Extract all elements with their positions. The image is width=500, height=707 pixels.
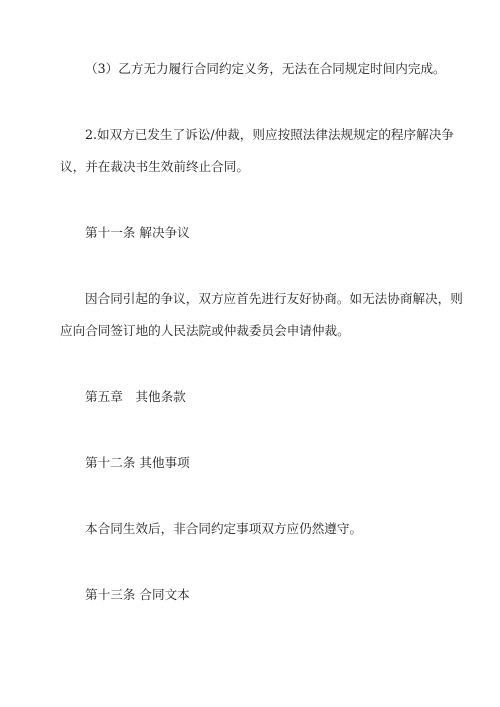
dispute-paragraph-line-2: 应向合同签订地的人民法院或仲裁委员会申请仲裁。	[60, 323, 350, 338]
article-13-heading: 第十三条 合同文本	[85, 587, 190, 602]
article-12-heading: 第十二条 其他事项	[85, 455, 190, 470]
other-matters-paragraph: 本合同生效后，非合同约定事项双方应仍然遵守。	[85, 521, 363, 536]
article-11-heading: 第十一条 解决争议	[85, 225, 190, 240]
chapter-5-heading: 第五章 其他条款	[85, 389, 186, 404]
paragraph-2-line-1: 2.如双方已发生了诉讼/仲裁，则应按照法律法规规定的程序解决争	[85, 127, 454, 142]
paragraph-2-line-2: 议，并在裁决书生效前终止合同。	[60, 159, 249, 174]
clause-item-3: （3）乙方无力履行合同约定义务，无法在合同规定时间内完成。	[85, 61, 446, 76]
dispute-paragraph-line-1: 因合同引起的争议，双方应首先进行友好协商。如无法协商解决，则	[85, 291, 463, 306]
